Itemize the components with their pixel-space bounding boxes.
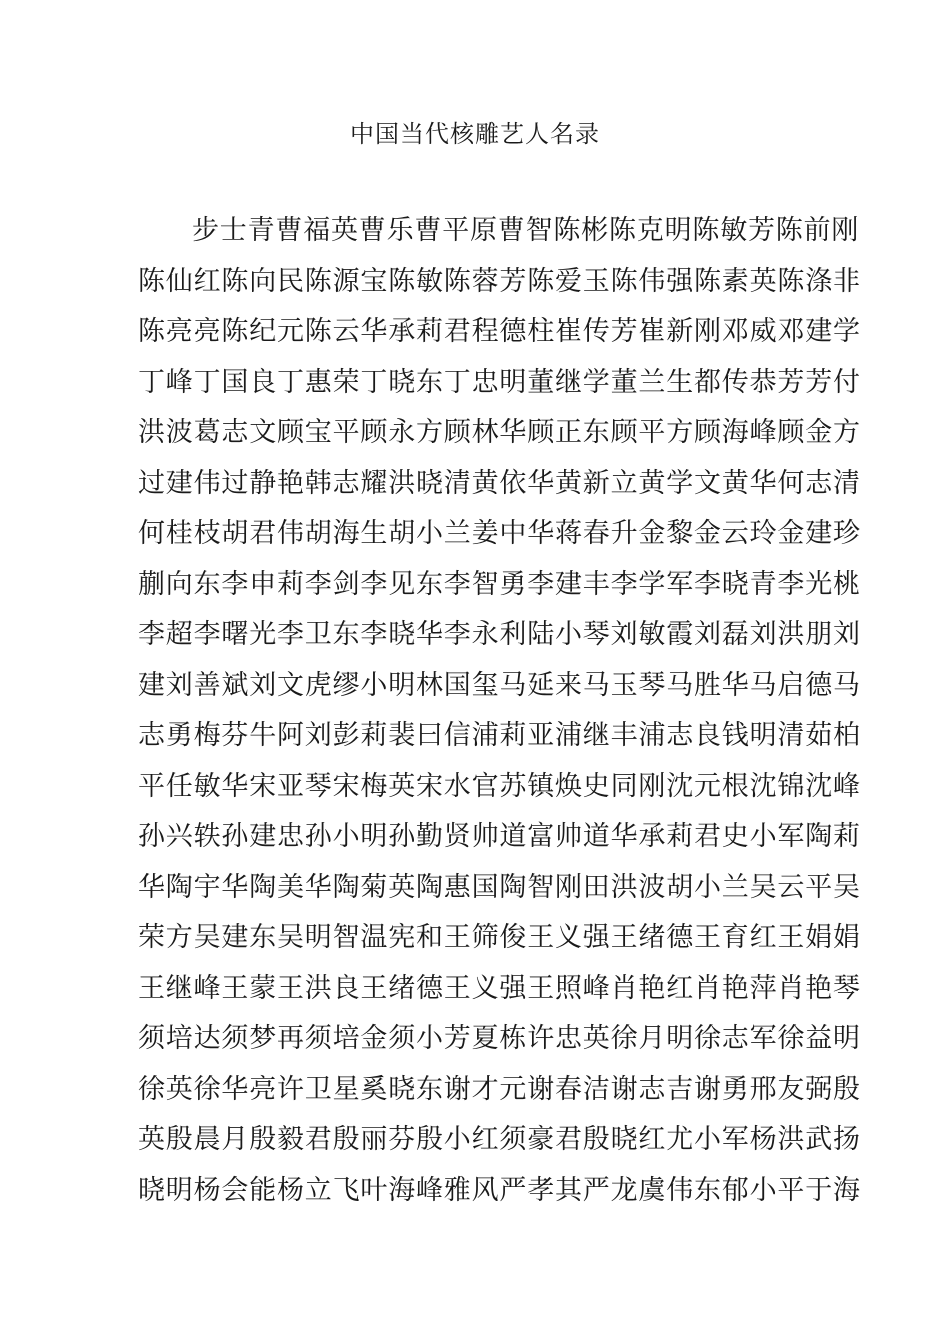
- text-line: 洪波葛志文顾宝平顾永方顾林华顾正东顾平方顾海峰顾金方: [138, 417, 861, 448]
- text-line: 王继峰王蒙王洪良王绪德王义强王照峰肖艳红肖艳萍肖艳琴: [138, 972, 861, 1004]
- text-line: 李超李曙光李卫东李晓华李永利陆小琴刘敏霞刘磊刘洪朋刘: [138, 619, 861, 650]
- text-line: 丁峰丁国良丁惠荣丁晓东丁忠明董继学董兰生都传恭芳芳付: [138, 366, 861, 398]
- text-line: 志勇梅芬牛阿刘彭莉裴曰信浦莉亚浦继丰浦志良钱明清茹柏: [138, 720, 861, 751]
- text-line: 步士青曹福英曹乐曹平原曹智陈彬陈克明陈敏芳陈前刚: [192, 215, 860, 246]
- text-line: 平任敏华宋亚琴宋梅英宋水官苏镇焕史同刚沈元根沈锦沈峰: [138, 770, 861, 802]
- text-line: 荣方吴建东吴明智温宪和王筛俊王义强王绪德王育红王娟娟: [138, 922, 861, 953]
- text-line: 孙兴轶孙建忠孙小明孙勤贤帅道富帅道华承莉君史小军陶莉: [138, 821, 861, 852]
- text-line: 晓明杨会能杨立飞叶海峰雅风严孝其严龙虞伟东郁小平于海: [138, 1174, 861, 1206]
- text-line: 陈仙红陈向民陈源宝陈敏陈蓉芳陈爱玉陈伟强陈素英陈涤非: [138, 265, 861, 297]
- text-line: 何桂枝胡君伟胡海生胡小兰姜中华蒋春升金黎金云玲金建珍: [138, 518, 861, 549]
- text-line: 过建伟过静艳韩志耀洪晓清黄依华黄新立黄学文黄华何志清: [138, 467, 861, 499]
- name-list-paragraph: [138, 206, 861, 1216]
- document-title: 中国当代核雕艺人名录: [350, 120, 600, 148]
- text-line: 须培达须梦再须培金须小芳夏栋许忠英徐月明徐志军徐益明: [138, 1023, 861, 1054]
- text-line: 陈亮亮陈纪元陈云华承莉君程德柱崔传芳崔新刚邓威邓建学: [138, 316, 861, 347]
- text-line: 英殷晨月殷毅君殷丽芬殷小红须豪君殷晓红尤小军杨洪武扬: [138, 1124, 861, 1155]
- text-line: 建刘善斌刘文虎缪小明林国玺马延来马玉琴马胜华马启德马: [138, 669, 861, 701]
- text-line: 蒯向东李申莉李剑李见东李智勇李建丰李学军李晓青李光桃: [138, 568, 861, 600]
- text-line: 华陶宇华陶美华陶菊英陶惠国陶智刚田洪波胡小兰吴云平吴: [138, 871, 861, 903]
- text-line: 徐英徐华亮许卫星奚晓东谢才元谢春洁谢志吉谢勇邢友弼殷: [138, 1073, 861, 1105]
